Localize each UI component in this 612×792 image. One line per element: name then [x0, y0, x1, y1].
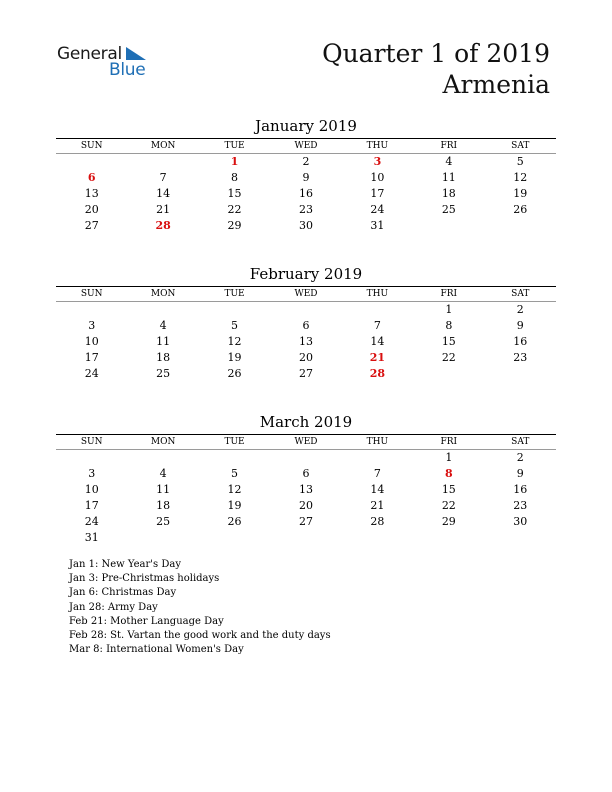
day-cell: 15: [227, 187, 242, 200]
day-cell: 30: [298, 219, 313, 232]
day-cell: 18: [441, 187, 456, 200]
day-cell: 5: [231, 319, 239, 332]
day-cell: 16: [298, 187, 313, 200]
weekday-header: SUN: [56, 287, 127, 302]
empty-day-cell: [127, 302, 198, 319]
day-cell: 2: [516, 451, 524, 464]
week-row: [56, 218, 556, 234]
week-row: [56, 302, 556, 319]
weekday-header: SUN: [56, 435, 127, 450]
month-title: February 2019: [249, 265, 363, 283]
holiday-note: Feb 28: St. Vartan the good work and the duty days: [69, 630, 331, 642]
day-cell: 5: [231, 467, 239, 480]
day-cell: 9: [516, 467, 524, 480]
empty-day-cell: [342, 302, 413, 319]
week-row: [56, 154, 556, 171]
day-cell: 8: [444, 467, 453, 480]
day-cell: 6: [87, 171, 96, 184]
day-cell: 2: [516, 303, 524, 316]
day-cell: 19: [227, 499, 242, 512]
day-cell: 11: [441, 171, 456, 184]
week-row: [56, 202, 556, 218]
day-cell: 15: [441, 335, 456, 348]
day-cell: 1: [445, 303, 453, 316]
weekday-header: TUE: [199, 435, 270, 450]
weekday-header: THU: [342, 287, 413, 302]
day-cell: 27: [298, 515, 313, 528]
day-cell: 25: [441, 203, 456, 216]
day-cell: 12: [227, 483, 242, 496]
empty-day-cell: [127, 530, 198, 546]
weekday-header-row: [56, 435, 556, 450]
day-cell: 9: [302, 171, 310, 184]
day-cell: 22: [227, 203, 242, 216]
week-row: [56, 498, 556, 514]
weekday-header: WED: [270, 139, 341, 154]
day-cell: 20: [298, 351, 313, 364]
day-cell: 11: [156, 335, 171, 348]
day-cell: 15: [441, 483, 456, 496]
holiday-list: [69, 558, 331, 657]
day-cell: 25: [156, 367, 171, 380]
day-cell: 4: [445, 155, 453, 168]
day-cell: 30: [513, 515, 528, 528]
week-row: [56, 450, 556, 467]
holiday-note: Jan 3: Pre-Christmas holidays: [69, 573, 220, 585]
week-row: [56, 530, 556, 546]
day-cell: 28: [370, 515, 385, 528]
day-cell: 5: [516, 155, 524, 168]
empty-day-cell: [270, 530, 341, 546]
day-cell: 10: [84, 483, 99, 496]
day-cell: 3: [88, 319, 96, 332]
weekday-header-row: [56, 139, 556, 154]
day-cell: 6: [302, 319, 310, 332]
day-cell: 8: [231, 171, 239, 184]
day-cell: 17: [84, 351, 99, 364]
weekday-header: FRI: [413, 287, 484, 302]
weekday-header: THU: [342, 139, 413, 154]
month-calendar: [56, 265, 556, 382]
country-name: Armenia: [442, 70, 550, 99]
day-cell: 14: [370, 483, 385, 496]
weekday-header: SUN: [56, 139, 127, 154]
day-cell: 19: [227, 351, 242, 364]
week-row: [56, 186, 556, 202]
day-cell: 29: [227, 219, 242, 232]
day-cell: 3: [373, 155, 382, 168]
day-cell: 2: [302, 155, 310, 168]
day-cell: 16: [513, 335, 528, 348]
day-cell: 23: [298, 203, 313, 216]
empty-day-cell: [127, 450, 198, 467]
day-cell: 13: [298, 335, 313, 348]
header: [322, 38, 550, 100]
day-cell: 12: [227, 335, 242, 348]
holiday-note: Jan 1: New Year's Day: [69, 559, 181, 570]
weekday-header: SAT: [485, 139, 556, 154]
empty-day-cell: [485, 218, 556, 234]
day-cell: 26: [227, 515, 242, 528]
day-cell: 3: [88, 467, 96, 480]
empty-day-cell: [56, 154, 127, 171]
day-cell: 22: [441, 499, 456, 512]
day-cell: 21: [156, 203, 171, 216]
logo-text-general: General: [57, 44, 122, 64]
week-row: [56, 466, 556, 482]
day-cell: 31: [84, 531, 99, 544]
weekday-header-row: [56, 287, 556, 302]
empty-day-cell: [199, 450, 270, 467]
week-row: [56, 366, 556, 382]
month-calendar: [56, 413, 556, 546]
day-cell: 4: [159, 319, 167, 332]
month-calendar: [56, 117, 556, 234]
week-row: [56, 482, 556, 498]
weekday-header: WED: [270, 287, 341, 302]
day-cell: 17: [370, 187, 385, 200]
holiday-note: Jan 28: Army Day: [69, 601, 158, 613]
empty-day-cell: [485, 366, 556, 382]
day-cell: 28: [155, 219, 171, 232]
day-cell: 20: [298, 499, 313, 512]
day-cell: 26: [513, 203, 528, 216]
day-cell: 26: [227, 367, 242, 380]
day-cell: 20: [84, 203, 99, 216]
weekday-header: TUE: [199, 287, 270, 302]
day-cell: 23: [513, 499, 528, 512]
day-cell: 4: [159, 467, 167, 480]
day-cell: 19: [513, 187, 528, 200]
empty-day-cell: [270, 450, 341, 467]
day-cell: 24: [84, 367, 99, 380]
week-row: [56, 514, 556, 530]
weekday-header: WED: [270, 435, 341, 450]
day-cell: 1: [230, 155, 239, 168]
day-cell: 10: [370, 171, 385, 184]
empty-day-cell: [413, 366, 484, 382]
day-cell: 1: [445, 451, 453, 464]
weekday-header: MON: [127, 435, 198, 450]
page-title: Quarter 1 of 2019: [322, 39, 550, 68]
holiday-note: Feb 21: Mother Language Day: [69, 615, 224, 627]
week-row: [56, 318, 556, 334]
day-cell: 13: [298, 483, 313, 496]
day-cell: 10: [84, 335, 99, 348]
day-cell: 9: [516, 319, 524, 332]
day-cell: 13: [84, 187, 99, 200]
day-cell: 12: [513, 171, 528, 184]
holiday-note: Jan 6: Christmas Day: [69, 587, 177, 599]
day-cell: 8: [445, 319, 453, 332]
day-cell: 24: [370, 203, 385, 216]
day-cell: 18: [156, 351, 171, 364]
week-row: [56, 170, 556, 186]
day-cell: 28: [369, 367, 386, 380]
day-cell: 17: [84, 499, 99, 512]
day-cell: 25: [156, 515, 171, 528]
weekday-header: MON: [127, 287, 198, 302]
weekday-header: FRI: [413, 139, 484, 154]
empty-day-cell: [127, 154, 198, 171]
day-cell: 29: [441, 515, 456, 528]
day-cell: 21: [369, 351, 386, 364]
day-cell: 14: [156, 187, 171, 200]
weekday-header: SAT: [485, 287, 556, 302]
day-cell: 6: [302, 467, 310, 480]
empty-day-cell: [342, 450, 413, 467]
empty-day-cell: [56, 302, 127, 319]
day-cell: 23: [513, 351, 528, 364]
empty-day-cell: [270, 302, 341, 319]
day-cell: 27: [298, 367, 313, 380]
day-cell: 22: [441, 351, 456, 364]
day-cell: 31: [370, 219, 385, 232]
empty-day-cell: [413, 218, 484, 234]
day-cell: 24: [84, 515, 99, 528]
month-grid: [56, 435, 556, 546]
day-cell: 7: [373, 467, 381, 480]
day-cell: 7: [373, 319, 381, 332]
month-grid: [56, 139, 556, 234]
month-title: January 2019: [255, 117, 357, 135]
weekday-header: THU: [342, 435, 413, 450]
weekday-header: FRI: [413, 435, 484, 450]
day-cell: 11: [156, 483, 171, 496]
day-cell: 7: [159, 171, 167, 184]
generalblue-logo: [57, 44, 157, 80]
day-cell: 18: [156, 499, 171, 512]
empty-day-cell: [199, 530, 270, 546]
day-cell: 27: [84, 219, 99, 232]
day-cell: 14: [370, 335, 385, 348]
empty-day-cell: [413, 530, 484, 546]
month-title: March 2019: [259, 413, 353, 431]
empty-day-cell: [56, 450, 127, 467]
week-row: [56, 350, 556, 366]
month-grid: [56, 287, 556, 382]
empty-day-cell: [342, 530, 413, 546]
holiday-note: Mar 8: International Women's Day: [69, 644, 244, 656]
weekday-header: MON: [127, 139, 198, 154]
day-cell: 16: [513, 483, 528, 496]
weekday-header: TUE: [199, 139, 270, 154]
logo-text-blue: Blue: [109, 60, 146, 80]
empty-day-cell: [485, 530, 556, 546]
week-row: [56, 334, 556, 350]
day-cell: 21: [370, 499, 385, 512]
empty-day-cell: [199, 302, 270, 319]
weekday-header: SAT: [485, 435, 556, 450]
